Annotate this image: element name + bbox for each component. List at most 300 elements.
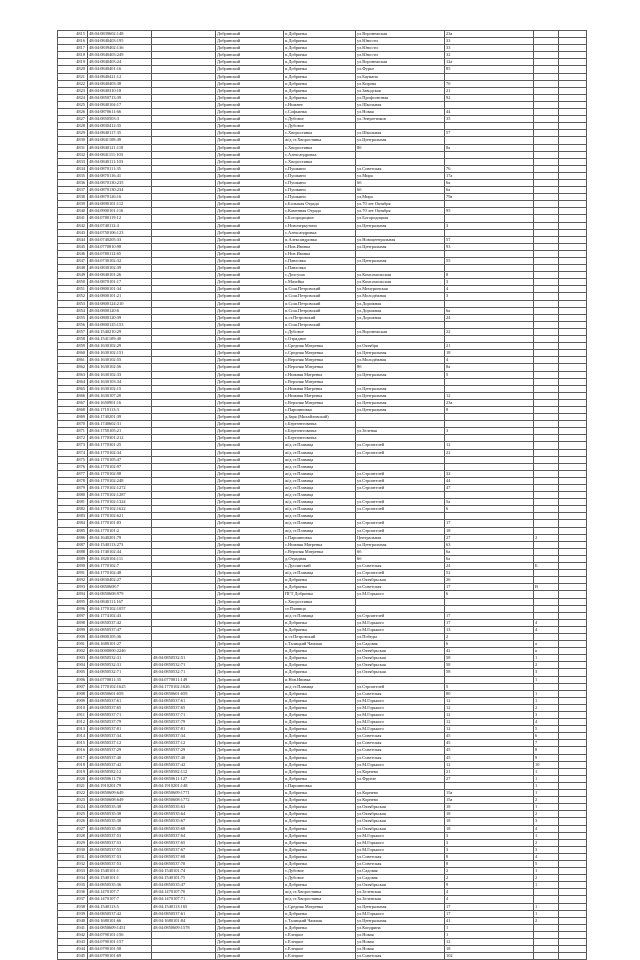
cadastral-number-cell: 48:04:1770102:1625 — [88, 683, 152, 690]
related-number-cell — [152, 243, 216, 250]
related-number-cell: 48:04:0850532:51 — [152, 655, 216, 662]
related-number-cell — [152, 371, 216, 378]
table-row — [58, 371, 587, 378]
cadastral-number-cell: 48:04:0830412:35 — [88, 123, 152, 130]
district-cell: Добринский — [216, 378, 284, 385]
settlement-cell: ж/д ст.Плавица — [284, 463, 356, 470]
address-cell — [356, 158, 445, 165]
house-cell: 3 — [445, 839, 534, 846]
extra-cell — [559, 222, 587, 229]
related-number-cell — [152, 208, 216, 215]
district-cell: Добринский — [216, 939, 284, 946]
house-cell: 26 — [445, 577, 534, 584]
row-number-cell: 4868 — [58, 406, 88, 413]
cadastral-number-cell: 48:04:0840403:195 — [88, 38, 152, 45]
district-cell: Добринский — [216, 52, 284, 59]
flat-cell: 5 — [534, 726, 559, 733]
extra-cell — [559, 726, 587, 733]
related-number-cell — [152, 563, 216, 570]
district-cell: Добринский — [216, 917, 284, 924]
related-number-cell: 48:04:0850582:112 — [152, 768, 216, 775]
cadastral-number-cell: 48:04:1680101:66 — [88, 917, 152, 924]
related-number-cell: 48:04:0850535:64 — [152, 811, 216, 818]
related-number-cell — [152, 648, 216, 655]
house-cell: 52 — [445, 570, 534, 577]
flat-cell — [534, 463, 559, 470]
district-cell: Добринский — [216, 548, 284, 555]
address-cell — [356, 321, 445, 328]
extra-cell — [559, 754, 587, 761]
table-row — [58, 172, 587, 179]
table-row — [58, 570, 587, 577]
table-row — [58, 485, 587, 492]
related-number-cell — [152, 385, 216, 392]
address-cell: ул.Садовая — [356, 868, 445, 875]
district-cell: Добринский — [216, 903, 284, 910]
house-cell: 45 — [445, 754, 534, 761]
cadastral-number-cell: 48:04:1770301:25 — [88, 442, 152, 449]
extra-cell — [559, 265, 587, 272]
settlement-cell: п.Добринка — [284, 87, 356, 94]
district-cell: Добринский — [216, 399, 284, 406]
address-cell: ул.Корнева — [356, 768, 445, 775]
settlement-cell: п.Добринка — [284, 832, 356, 839]
row-number-cell: 4923 — [58, 797, 88, 804]
table-row — [58, 59, 587, 66]
table-row — [58, 109, 587, 116]
district-cell: Добринский — [216, 314, 284, 321]
district-cell: Добринский — [216, 612, 284, 619]
house-cell: 22 — [445, 449, 534, 456]
address-cell: ул.Советская — [356, 953, 445, 960]
flat-cell: 4 — [534, 719, 559, 726]
district-cell: Добринский — [216, 385, 284, 392]
cadastral-number-cell: 48:04:0850537:40 — [88, 754, 152, 761]
settlement-cell: с.Верхняя Матренка — [284, 364, 356, 371]
district-cell: Добринский — [216, 222, 284, 229]
row-number-cell: 4832 — [58, 151, 88, 158]
flat-cell: 1 — [534, 910, 559, 917]
extra-cell — [559, 534, 587, 541]
row-number-cell: 4849 — [58, 272, 88, 279]
table-row — [58, 165, 587, 172]
extra-cell — [559, 272, 587, 279]
address-cell: ул.Строителей — [356, 520, 445, 527]
cadastral-number-cell: 48:04:1770102:48 — [88, 570, 152, 577]
district-cell: Добринский — [216, 633, 284, 640]
flat-cell: 1 — [534, 882, 559, 889]
address-cell: ул.Центральная — [356, 258, 445, 265]
cadastral-number-cell: 48:04:1770301:212 — [88, 435, 152, 442]
house-cell: 33 — [445, 38, 534, 45]
district-cell: Добринский — [216, 790, 284, 797]
address-cell — [356, 151, 445, 158]
settlement-cell: с.Пушкино — [284, 172, 356, 179]
house-cell — [445, 201, 534, 208]
row-number-cell: 4938 — [58, 903, 88, 910]
settlement-cell: с.Большая Отрада — [284, 201, 356, 208]
district-cell: Добринский — [216, 66, 284, 73]
settlement-cell: п.Добринка — [284, 811, 356, 818]
district-cell: Добринский — [216, 463, 284, 470]
flat-cell: 4 — [534, 619, 559, 626]
settlement-cell: с.Софьинка — [284, 109, 356, 116]
extra-cell — [559, 336, 587, 343]
flat-cell: 10 — [534, 761, 559, 768]
extra-cell — [559, 250, 587, 257]
cadastral-number-cell: 48:04:0850535:38 — [88, 804, 152, 811]
cadastral-number-cell: 48:04:1770102:1057 — [88, 605, 152, 612]
house-cell: 47 — [445, 485, 534, 492]
cadastral-number-cell: 48:04:0850537:61 — [88, 697, 152, 704]
flat-cell — [534, 633, 559, 640]
related-number-cell: 48:04:0850611:127 — [152, 775, 216, 782]
extra-cell — [559, 527, 587, 534]
settlement-cell: с.Пушкино — [284, 187, 356, 194]
related-number-cell — [152, 321, 216, 328]
table-row — [58, 399, 587, 406]
district-cell: Добринский — [216, 428, 284, 435]
settlement-cell: с.Пушкино — [284, 194, 356, 201]
cadastral-number-cell: 48:04:1820104:111 — [88, 555, 152, 562]
district-cell: Добринский — [216, 300, 284, 307]
row-number-cell: 4826 — [58, 109, 88, 116]
table-row — [58, 336, 587, 343]
address-cell: ул.Центральная — [356, 917, 445, 924]
related-number-cell: 48:04:1910201:148 — [152, 782, 216, 789]
extra-cell — [559, 172, 587, 179]
cadastral-number-cell: 48:04:1740102:44 — [88, 548, 152, 555]
address-cell: ул.Богородицкая — [356, 215, 445, 222]
flat-cell — [534, 279, 559, 286]
table-row — [58, 641, 587, 648]
table-row — [58, 137, 587, 144]
extra-cell — [559, 307, 587, 314]
house-cell: 6 — [445, 506, 534, 513]
district-cell: Добринский — [216, 704, 284, 711]
district-cell: Добринский — [216, 38, 284, 45]
address-cell: ул.Баумана — [356, 73, 445, 80]
table-row — [58, 768, 587, 775]
row-number-cell: 4822 — [58, 80, 88, 87]
row-number-cell: 4881 — [58, 499, 88, 506]
related-number-cell — [152, 229, 216, 236]
settlement-cell: с.Александровка — [284, 151, 356, 158]
cadastral-number-cell: 48:04:1770101:83 — [88, 520, 152, 527]
table-row — [58, 818, 587, 825]
district-cell: Добринский — [216, 371, 284, 378]
row-number-cell: 4944 — [58, 946, 88, 953]
row-number-cell: 4935 — [58, 882, 88, 889]
row-number-cell: 4908 — [58, 690, 88, 697]
address-cell: ул.Советская — [356, 754, 445, 761]
address-cell: ул.Корнева — [356, 790, 445, 797]
district-cell: Добринский — [216, 924, 284, 931]
district-cell: Добринский — [216, 492, 284, 499]
settlement-cell: п.Добринка — [284, 818, 356, 825]
extra-cell — [559, 38, 587, 45]
house-cell: 17 — [445, 520, 534, 527]
related-number-cell — [152, 442, 216, 449]
row-number-cell: 4853 — [58, 300, 88, 307]
address-cell: ул.Строителей — [356, 612, 445, 619]
settlement-cell: с.Нижнее — [284, 101, 356, 108]
row-number-cell: 4925 — [58, 811, 88, 818]
related-number-cell — [152, 641, 216, 648]
related-number-cell — [152, 392, 216, 399]
extra-cell — [559, 889, 587, 896]
settlement-cell: ж/д ст.Плавица — [284, 513, 356, 520]
address-cell — [356, 378, 445, 385]
cadastral-number-cell: 48:04:0870116:41 — [88, 172, 152, 179]
extra-cell — [559, 470, 587, 477]
cadastral-number-cell: 48:04:0870111:35 — [88, 165, 152, 172]
district-cell: Добринский — [216, 151, 284, 158]
house-cell: 58 — [445, 655, 534, 662]
house-cell: 18 — [445, 946, 534, 953]
house-cell: 18 — [445, 811, 534, 818]
district-cell: Добринский — [216, 761, 284, 768]
flat-cell — [534, 421, 559, 428]
address-cell: ул.М.Горького — [356, 839, 445, 846]
house-cell: 17а — [445, 172, 534, 179]
settlement-cell: с.Паршиновка — [284, 782, 356, 789]
address-cell: ул.Новая — [356, 931, 445, 938]
settlement-cell: с.Новочеркутино — [284, 222, 356, 229]
address-cell: ул.Советская — [356, 740, 445, 747]
table-row — [58, 258, 587, 265]
table-row — [58, 690, 587, 697]
flat-cell — [534, 527, 559, 534]
extra-cell — [559, 761, 587, 768]
settlement-cell: с.Нов.Ивовка — [284, 243, 356, 250]
district-cell: Добринский — [216, 336, 284, 343]
cadastral-number-cell: 48:04:0740112:4 — [88, 222, 152, 229]
settlement-cell: п.Добринка — [284, 747, 356, 754]
flat-cell — [534, 229, 559, 236]
settlement-cell: п.Сош.Петровский — [284, 307, 356, 314]
district-cell: Добринский — [216, 570, 284, 577]
related-number-cell: 48:04:0850537:65 — [152, 704, 216, 711]
flat-cell — [534, 414, 559, 421]
settlement-cell: п.Добринка — [284, 712, 356, 719]
cadastral-number-cell: 48:04:1770102:97 — [88, 463, 152, 470]
settlement-cell: п.Добринка — [284, 619, 356, 626]
row-number-cell: 4848 — [58, 265, 88, 272]
related-number-cell: 48:04:0850535:67 — [152, 818, 216, 825]
settlement-cell: с.Хворостянка — [284, 130, 356, 137]
district-cell: Добринский — [216, 953, 284, 960]
district-cell: Добринский — [216, 165, 284, 172]
table-row — [58, 38, 587, 45]
extra-cell — [559, 385, 587, 392]
extra-cell — [559, 924, 587, 931]
address-cell — [356, 421, 445, 428]
district-cell: Добринский — [216, 357, 284, 364]
row-number-cell: 4862 — [58, 364, 88, 371]
cadastral-number-cell: 48:04:0850532:31 — [88, 662, 152, 669]
extra-cell — [559, 697, 587, 704]
district-cell: Добринский — [216, 406, 284, 413]
settlement-cell: с.Нов.Ивовка — [284, 250, 356, 257]
address-cell: ул.Октябрьская — [356, 655, 445, 662]
extra-cell — [559, 690, 587, 697]
cadastral-number-cell: 48:04:0850537:29 — [88, 747, 152, 754]
flat-cell — [534, 87, 559, 94]
address-cell: ул.Октябрьская — [356, 804, 445, 811]
flat-cell — [534, 442, 559, 449]
table-row — [58, 236, 587, 243]
row-number-cell: 4878 — [58, 477, 88, 484]
extra-cell — [559, 179, 587, 186]
house-cell: 2 — [445, 875, 534, 882]
extra-cell — [559, 456, 587, 463]
flat-cell — [534, 144, 559, 151]
settlement-cell: п.Добринка — [284, 719, 356, 726]
row-number-cell: 4885 — [58, 527, 88, 534]
address-cell: ул.Центральная — [356, 137, 445, 144]
district-cell: Добринский — [216, 875, 284, 882]
table-row — [58, 414, 587, 421]
cadastral-number-cell: 48:04:0840117:35 — [88, 130, 152, 137]
cadastral-number-cell: 48:04:0850535:38 — [88, 825, 152, 832]
house-cell: 8 — [445, 853, 534, 860]
address-cell: ул.Кондрина — [356, 924, 445, 931]
settlement-cell: с.Павловка — [284, 258, 356, 265]
related-number-cell — [152, 399, 216, 406]
cadastral-number-cell: 48:04:0800120:39 — [88, 314, 152, 321]
flat-cell: 2 — [534, 797, 559, 804]
district-cell: Добринский — [216, 350, 284, 357]
table-row — [58, 463, 587, 470]
settlement-cell: п.Добринка — [284, 648, 356, 655]
table-row — [58, 577, 587, 584]
address-cell — [356, 598, 445, 605]
house-cell: 12 — [445, 697, 534, 704]
table-row — [58, 811, 587, 818]
house-cell — [445, 463, 534, 470]
table-row — [58, 187, 587, 194]
settlement-cell: п.Добринка — [284, 94, 356, 101]
flat-cell: 1 — [534, 790, 559, 797]
address-cell: ул.Октябрьская — [356, 825, 445, 832]
address-cell: ул.Дорожная — [356, 300, 445, 307]
address-cell: ул.М.Горького — [356, 846, 445, 853]
settlement-cell: с.Хворостянка — [284, 158, 356, 165]
address-cell: ул.М.Горького — [356, 832, 445, 839]
flat-cell — [534, 59, 559, 66]
extra-cell — [559, 328, 587, 335]
related-number-cell: 48:04:0850537:29 — [152, 747, 216, 754]
district-cell: Добринский — [216, 669, 284, 676]
row-number-cell: 4939 — [58, 910, 88, 917]
row-number-cell: 4932 — [58, 860, 88, 867]
district-cell: Добринский — [216, 172, 284, 179]
flat-cell: 1 — [534, 775, 559, 782]
district-cell: Добринский — [216, 73, 284, 80]
table-row — [58, 648, 587, 655]
row-number-cell: 4823 — [58, 87, 88, 94]
extra-cell — [559, 875, 587, 882]
house-cell: 6а — [445, 555, 534, 562]
house-cell: 5а — [445, 499, 534, 506]
cadastral-number-cell: 48:04:0750106:123 — [88, 229, 152, 236]
extra-cell — [559, 343, 587, 350]
extra-cell — [559, 896, 587, 903]
related-number-cell: 48:04:0850537:81 — [152, 726, 216, 733]
row-number-cell: 4892 — [58, 577, 88, 584]
row-number-cell: 4906 — [58, 676, 88, 683]
house-cell — [445, 492, 534, 499]
address-cell: ул.70 лет Октября — [356, 201, 445, 208]
cadastral-number-cell: 48:04:1770102:34 — [88, 449, 152, 456]
extra-cell — [559, 953, 587, 960]
extra-cell — [559, 52, 587, 59]
extra-cell — [559, 917, 587, 924]
address-cell: ул.Строителей — [356, 570, 445, 577]
row-number-cell: 4869 — [58, 414, 88, 421]
district-cell: Добринский — [216, 584, 284, 591]
district-cell: Добринский — [216, 109, 284, 116]
flat-cell — [534, 548, 559, 555]
house-cell: 6а — [445, 307, 534, 314]
flat-cell: 1 — [534, 655, 559, 662]
house-cell — [445, 215, 534, 222]
row-number-cell: 4847 — [58, 258, 88, 265]
related-number-cell: 48:04:0850537:34 — [152, 733, 216, 740]
flat-cell: 3 — [534, 818, 559, 825]
house-cell: 17 — [445, 910, 534, 917]
extra-cell — [559, 87, 587, 94]
address-cell: ул.М.Горького — [356, 697, 445, 704]
district-cell: Добринский — [216, 123, 284, 130]
settlement-cell: с.Елецкое — [284, 946, 356, 953]
house-cell: 5 — [445, 371, 534, 378]
house-cell: 3 — [445, 428, 534, 435]
address-cell: ул.М.Горького — [356, 761, 445, 768]
settlement-cell: п.Добринка — [284, 740, 356, 747]
flat-cell — [534, 343, 559, 350]
settlement-cell: с.Пушкино — [284, 165, 356, 172]
row-number-cell: 4929 — [58, 839, 88, 846]
address-cell: ул.Центральная — [356, 541, 445, 548]
settlement-cell: с.Богородицкое — [284, 215, 356, 222]
address-cell: ул.Школьная — [356, 101, 445, 108]
extra-cell — [559, 194, 587, 201]
house-cell: 12а — [445, 59, 534, 66]
district-cell: Добринский — [216, 910, 284, 917]
extra-cell — [559, 797, 587, 804]
district-cell: Добринский — [216, 293, 284, 300]
flat-cell: 1 — [534, 804, 559, 811]
house-cell: 92 — [445, 94, 534, 101]
table-row — [58, 350, 587, 357]
table-row — [58, 953, 587, 960]
house-cell: 21 — [445, 343, 534, 350]
address-cell: ул.Советская — [356, 733, 445, 740]
settlement-cell: п.Добринка — [284, 697, 356, 704]
table-row — [58, 477, 587, 484]
table-row — [58, 825, 587, 832]
cadastral-number-cell: 48:04:0800120:6 — [88, 307, 152, 314]
flat-cell — [534, 449, 559, 456]
related-number-cell — [152, 59, 216, 66]
table-row — [58, 286, 587, 293]
table-row — [58, 179, 587, 186]
house-cell — [445, 513, 534, 520]
table-row — [58, 279, 587, 286]
table-row — [58, 470, 587, 477]
